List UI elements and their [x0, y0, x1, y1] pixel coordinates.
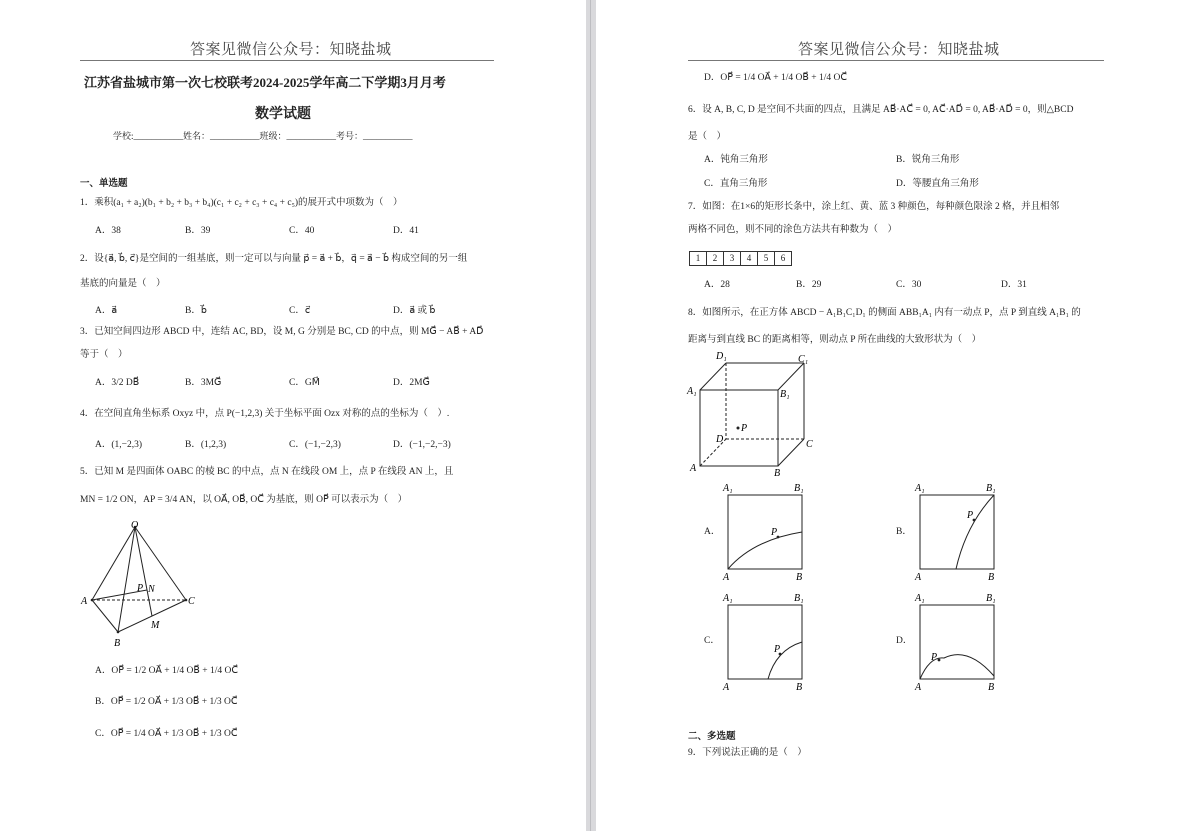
- question-2-stem-line2: 基底的向量是（ ）: [80, 279, 166, 289]
- strip-cell: 1: [689, 251, 707, 266]
- cube-label-A: A: [690, 463, 697, 474]
- exam-title: 江苏省盐城市第一次七校联考2024-2025学年高二下学期3月月考: [84, 75, 446, 90]
- label-O: O: [131, 520, 139, 531]
- q5-option-c: C．OP⃗ = 1/4 OA⃗ + 1/3 OB⃗ + 1/3 OC⃗: [95, 729, 238, 739]
- q8-option-a: A．: [704, 527, 721, 537]
- strip-cell: 3: [724, 251, 741, 266]
- question-3-stem-line2: 等于（ ）: [80, 350, 128, 360]
- cube-label-P: P: [741, 423, 748, 434]
- page-gutter: [586, 0, 596, 831]
- box-d-bl: A: [915, 682, 922, 693]
- box-c-bl: A: [723, 682, 730, 693]
- cube-label-B1: B₁: [780, 389, 790, 400]
- cube-label-C: C: [806, 439, 813, 450]
- header-rule-right: [688, 60, 1104, 61]
- question-2-stem-line1: 2．设{a⃗, b⃗, c⃗}是空间的一组基底，则一定可以与向量 p⃗ = a⃗ + b⃗，q⃗ = a⃗ − b⃗ 构成空间的另一组: [80, 254, 468, 264]
- q3-option-a: A．3/2 DB⃗: [95, 378, 140, 388]
- question-1-stem: 1．乘积(a₁ + a₂)(b₁ + b₂ + b₃ + b₄)(c₁ + c₂ + c₃ + c₄ + c₅)的展开式中项数为（ ）: [80, 198, 403, 208]
- cube-label-D1: D₁: [716, 351, 727, 362]
- exam-subject: 数学试题: [255, 107, 311, 122]
- box-b-p: P: [967, 510, 974, 521]
- box-c-tr: B₁: [794, 593, 804, 604]
- box-c-tl: A₁: [723, 593, 733, 604]
- q4-option-c: C．(−1,−2,3): [289, 440, 341, 450]
- q5-option-d: D．OP⃗ = 1/4 OA⃗ + 1/4 OB⃗ + 1/4 OC⃗: [704, 73, 848, 83]
- question-9-stem: 9．下列说法正确的是（ ）: [688, 748, 807, 758]
- q5-option-b: B．OP⃗ = 1/2 OA⃗ + 1/3 OB⃗ + 1/3 OC⃗: [95, 697, 238, 707]
- page-gutter-line: [590, 0, 591, 831]
- box-d-br: B: [988, 682, 995, 693]
- q6-option-d: D．等腰直角三角形: [896, 179, 979, 189]
- color-strip: [689, 251, 792, 266]
- box-a-tl: A₁: [723, 483, 733, 494]
- label-P: P: [137, 583, 144, 594]
- q7-option-a: A．28: [704, 280, 730, 290]
- question-5-stem-line1: 5．已知 M 是四面体 OABC 的棱 BC 的中点，点 N 在线段 OM 上，点 P 在线段 AN 上，且: [80, 467, 454, 477]
- question-6-stem-line1: 6．设 A, B, C, D 是空间不共面的四点，且满足 AB⃗·AC⃗ = 0, AC⃗·AD⃗ = 0, AB⃗·AD⃗ = 0，则△BCD: [688, 105, 1074, 115]
- q8-option-b-figure: [910, 480, 1010, 584]
- q4-option-a: A．(1,−2,3): [95, 440, 143, 450]
- box-b-tr: B₁: [986, 483, 996, 494]
- q8-option-c-figure: [718, 590, 818, 694]
- q8-option-d-figure: [910, 590, 1010, 694]
- q3-option-c: C．GM⃗: [289, 378, 320, 388]
- box-b-bl: A: [915, 572, 922, 583]
- q2-option-a: A．a⃗: [95, 306, 118, 316]
- q7-option-c: C．30: [896, 280, 922, 290]
- box-b-tl: A₁: [915, 483, 925, 494]
- tetrahedron-figure: [78, 518, 208, 653]
- q6-option-c: C．直角三角形: [704, 179, 768, 189]
- document-page-left: [0, 0, 586, 831]
- section-single-choice: 一、单选题: [80, 178, 128, 189]
- label-M: M: [151, 620, 160, 631]
- q1-option-d: D．41: [393, 226, 419, 236]
- q1-option-a: A．38: [95, 226, 121, 236]
- cube-label-D: D: [716, 434, 724, 445]
- header-watermark-right: 答案见微信公众号：知晓盐城: [798, 42, 1000, 58]
- question-5-stem-line2: MN = 1/2 ON，AP = 3/4 AN，以 OA⃗, OB⃗, OC⃗ 为基底，则 OP⃗ 可以表示为（ ）: [80, 495, 408, 505]
- q3-option-d: D．2MG⃗: [393, 378, 430, 388]
- cube-figure: [686, 350, 826, 478]
- q2-option-d: D．a⃗ 或 b⃗: [393, 306, 436, 316]
- label-N: N: [148, 584, 155, 595]
- box-a-p: P: [771, 527, 778, 538]
- box-b-br: B: [988, 572, 995, 583]
- question-8-stem-line2: 距离与到直线 BC 的距离相等，则动点 P 所在曲线的大致形状为（ ）: [688, 335, 982, 345]
- header-watermark: 答案见微信公众号：知晓盐城: [190, 42, 392, 58]
- box-d-p: P: [931, 652, 938, 663]
- box-a-bl: A: [723, 572, 730, 583]
- strip-cell: 5: [758, 251, 775, 266]
- strip-cell: 4: [741, 251, 758, 266]
- section-multi-choice: 二、多选题: [688, 731, 736, 742]
- question-4-stem: 4．在空间直角坐标系 Oxyz 中，点 P(−1,2,3) 关于坐标平面 Ozx 对称的点的坐标为（ ）.: [80, 409, 450, 419]
- cube-label-B: B: [774, 468, 781, 478]
- q3-option-b: B．3MG⃗: [185, 378, 222, 388]
- box-a-br: B: [796, 572, 803, 583]
- q6-option-a: A．钝角三角形: [704, 155, 768, 165]
- q8-option-a-figure: [718, 480, 818, 584]
- q8-option-b: B．: [896, 527, 912, 537]
- q8-option-d: D．: [896, 636, 913, 646]
- question-3-stem-line1: 3．已知空间四边形 ABCD 中，连结 AC, BD，设 M, G 分别是 BC, CD 的中点，则 MG⃗ − AB⃗ + AD⃗: [80, 327, 484, 337]
- q1-option-c: C．40: [289, 226, 315, 236]
- q4-option-b: B．(1,2,3): [185, 440, 227, 450]
- label-C: C: [188, 596, 195, 607]
- q7-option-b: B．29: [796, 280, 822, 290]
- student-info-line: 学校:___________姓名：___________班级：___________考号：___________: [113, 131, 413, 141]
- q2-option-b: B．b⃗: [185, 306, 207, 316]
- box-c-p: P: [774, 644, 781, 655]
- q6-option-b: B．锐角三角形: [896, 155, 960, 165]
- question-7-stem-line1: 7．如图：在1×6的矩形长条中，涂上红、黄、蓝 3 种颜色，每种颜色限涂 2 格，并且相邻: [688, 202, 1060, 212]
- box-d-tl: A₁: [915, 593, 925, 604]
- cube-label-C1: C₁: [798, 354, 809, 365]
- document-page-right: [596, 0, 1184, 831]
- q2-option-c: C．c⃗: [289, 306, 311, 316]
- q5-option-a: A．OP⃗ = 1/2 OA⃗ + 1/4 OB⃗ + 1/4 OC⃗: [95, 666, 239, 676]
- label-B: B: [114, 638, 121, 649]
- box-a-tr: B₁: [794, 483, 804, 494]
- strip-cell: 2: [707, 251, 724, 266]
- strip-cell: 6: [775, 251, 792, 266]
- q8-option-c: C．: [704, 636, 720, 646]
- label-A: A: [81, 596, 88, 607]
- header-rule: [80, 60, 494, 61]
- question-6-stem-line2: 是（ ）: [688, 132, 727, 142]
- question-8-stem-line1: 8．如图所示，在正方体 ABCD − A₁B₁C₁D₁ 的侧面 ABB₁A₁ 内有一动点 P，点 P 到直线 A₁B₁ 的: [688, 308, 1081, 318]
- box-c-br: B: [796, 682, 803, 693]
- q1-option-b: B．39: [185, 226, 211, 236]
- question-7-stem-line2: 两格不同色，则不同的涂色方法共有种数为（ ）: [688, 225, 898, 235]
- cube-label-A1: A₁: [687, 386, 697, 397]
- q4-option-d: D．(−1,−2,−3): [393, 440, 451, 450]
- q7-option-d: D．31: [1001, 280, 1027, 290]
- box-d-tr: B₁: [986, 593, 996, 604]
